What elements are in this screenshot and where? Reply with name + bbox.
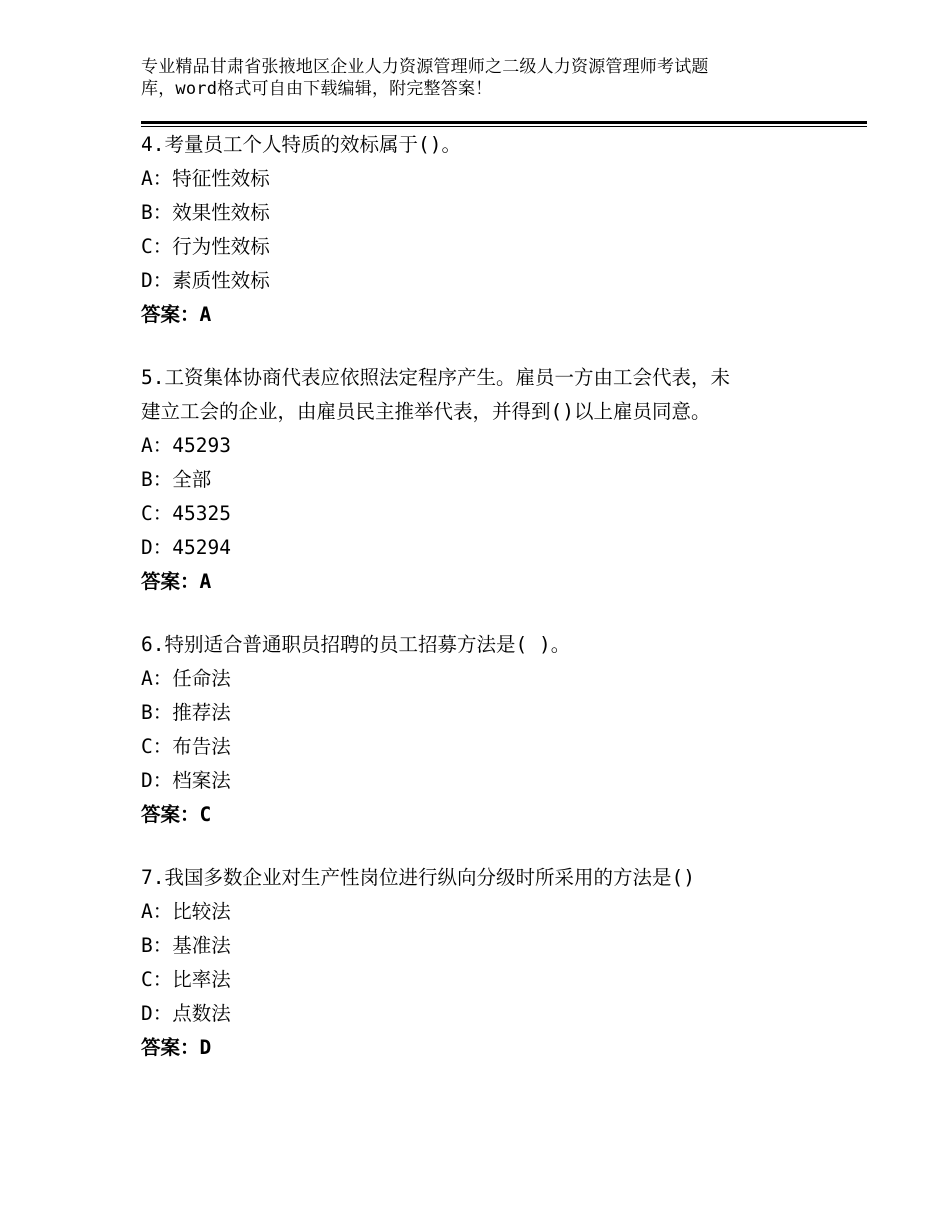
answer-line: 答案：A	[141, 303, 212, 326]
option-c: C：布告法	[141, 735, 231, 758]
question-item	[141, 128, 841, 332]
option-d: D：45294	[141, 536, 231, 559]
answer-line: 答案：D	[141, 1036, 212, 1059]
option-c: C：比率法	[141, 968, 231, 991]
question-item	[141, 361, 841, 599]
option-a: A：任命法	[141, 667, 231, 690]
question-stem: 6.特别适合普通职员招聘的员工招募方法是( )。	[141, 633, 571, 656]
question-item	[141, 628, 841, 832]
option-d: D：点数法	[141, 1002, 231, 1025]
answer-line: 答案：A	[141, 570, 212, 593]
header-divider-thin	[141, 126, 867, 127]
option-b: B：基准法	[141, 934, 231, 957]
answer-line: 答案：C	[141, 803, 212, 826]
question-stem: 7.我国多数企业对生产性岗位进行纵向分级时所采用的方法是()	[141, 866, 695, 889]
option-b: B：推荐法	[141, 701, 231, 724]
option-c: C：行为性效标	[141, 235, 270, 258]
header-title-line-1: 专业精品甘肃省张掖地区企业人力资源管理师之二级人力资源管理师考试题	[141, 57, 709, 77]
option-a: A：特征性效标	[141, 167, 270, 190]
option-c: C：45325	[141, 502, 231, 525]
question-item	[141, 861, 841, 1065]
option-b: B：效果性效标	[141, 201, 270, 224]
document-header	[141, 56, 781, 100]
question-stem: 5.工资集体协商代表应依照法定程序产生。雇员一方由工会代表，未	[141, 366, 730, 389]
option-a: A：比较法	[141, 900, 231, 923]
question-list	[141, 128, 841, 1094]
option-d: D：档案法	[141, 769, 231, 792]
header-title-line-2: 库，word格式可自由下载编辑，附完整答案！	[141, 79, 493, 99]
option-d: D：素质性效标	[141, 269, 270, 292]
question-stem-continued: 建立工会的企业，由雇员民主推举代表，并得到()以上雇员同意。	[141, 400, 711, 423]
question-stem: 4.考量员工个人特质的效标属于()。	[141, 133, 461, 156]
option-a: A：45293	[141, 434, 231, 457]
option-b: B：全部	[141, 468, 212, 491]
header-divider-thick	[141, 121, 867, 124]
